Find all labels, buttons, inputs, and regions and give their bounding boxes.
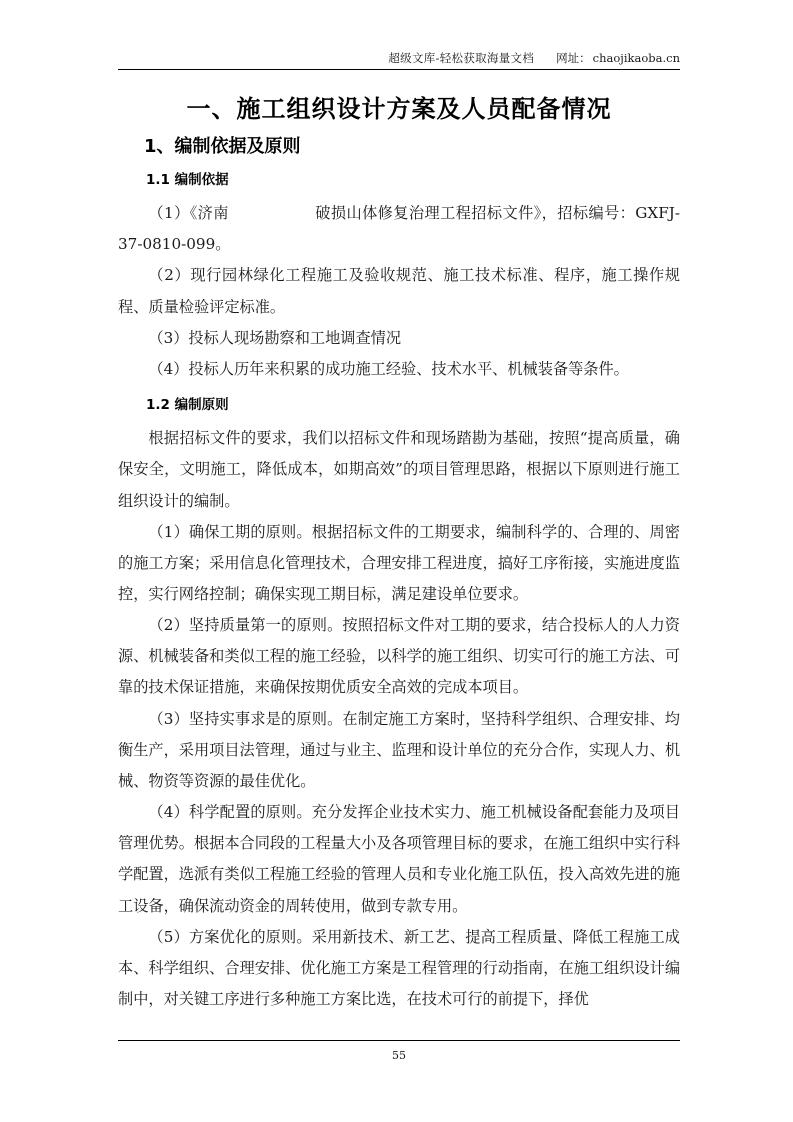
document-body xyxy=(118,92,680,1015)
page-footer xyxy=(118,1040,680,1063)
page-header xyxy=(118,50,680,70)
list-item: （3）坚持实事求是的原则。在制定施工方案时，坚持科学组织、合理安排、均衡生产，采用项目法管理，通过与业主、监理和设计单位的充分合作，实现人力、机械、物资等资源的最佳优化。 xyxy=(118,709,680,790)
list-item: （2）现行园林绿化工程施工及验收规范、施工技术标准、程序，施工操作规程、质量检验评定标准。 xyxy=(118,266,680,316)
header-url-label: 网址： xyxy=(556,51,591,65)
header-brand-text: 超级文库-轻松获取海量文档 xyxy=(388,51,535,65)
list-item: （3）投标人现场勘察和工地调查情况 xyxy=(148,328,402,347)
header-url-value: chaojikaoba.cn xyxy=(592,51,680,65)
list-item: （4）科学配置的原则。充分发挥企业技术实力、施工机械设备配套能力及项目管理优势。根据本合同段的工程量大小及各项管理目标的要求，在施工组织中实行科学配置，选派有类似工程施工经验的管理人员和专业化施工队伍，投入高效先进的施工设备，确保流动资金的周转使用，做到专款专用。 xyxy=(118,803,680,915)
page-title: 一、施工组织设计方案及人员配备情况 xyxy=(186,95,612,123)
basis-item-1-suffix: 破损山体修复治理工程招标文件》，招标编号：GXFJ-37-0810-099。 xyxy=(118,204,680,254)
list-item xyxy=(118,198,680,260)
list-item: （4）投标人历年来积累的成功施工经验、技术水平、机械装备等条件。 xyxy=(148,359,629,378)
section-heading-1-1: 1.1 编制依据 xyxy=(146,171,229,188)
basis-item-1-prefix: （1）《济南 xyxy=(148,204,229,223)
section-heading-1: 1、编制依据及原则 xyxy=(144,135,301,157)
principles-intro-paragraph: 根据招标文件的要求，我们以招标文件和现场踏勘为基础，按照“提高质量，确保安全，文明施工，降低成本，如期高效”的项目管理思路，根据以下原则进行施工组织设计的编制。 xyxy=(118,429,680,510)
list-item: （5）方案优化的原则。采用新技术、新工艺、提高工程质量、降低工程施工成本、科学组织、合理安排、优化施工方案是工程管理的行动指南，在施工组织设计编制中，对关键工序进行多种施工方案比选，在技术可行的前提下，择优 xyxy=(118,927,680,1009)
list-item: （2）坚持质量第一的原则。按照招标文件对工期的要求，结合投标人的人力资源、机械装备和类似工程的施工经验，以科学的施工组织、切实可行的施工方法、可靠的技术保证措施，来确保按期优质安全高效的完成本项目。 xyxy=(118,616,680,697)
page-number: 55 xyxy=(392,1049,406,1062)
list-item: （1）确保工期的原则。根据招标文件的工期要求，编制科学的、合理的、周密的施工方案；采用信息化管理技术，合理安排工程进度，搞好工序衔接，实施进度监控，实行网络控制；确保实现工期目标，满足建设单位要求。 xyxy=(118,522,680,604)
section-heading-1-2: 1.2 编制原则 xyxy=(146,396,229,413)
